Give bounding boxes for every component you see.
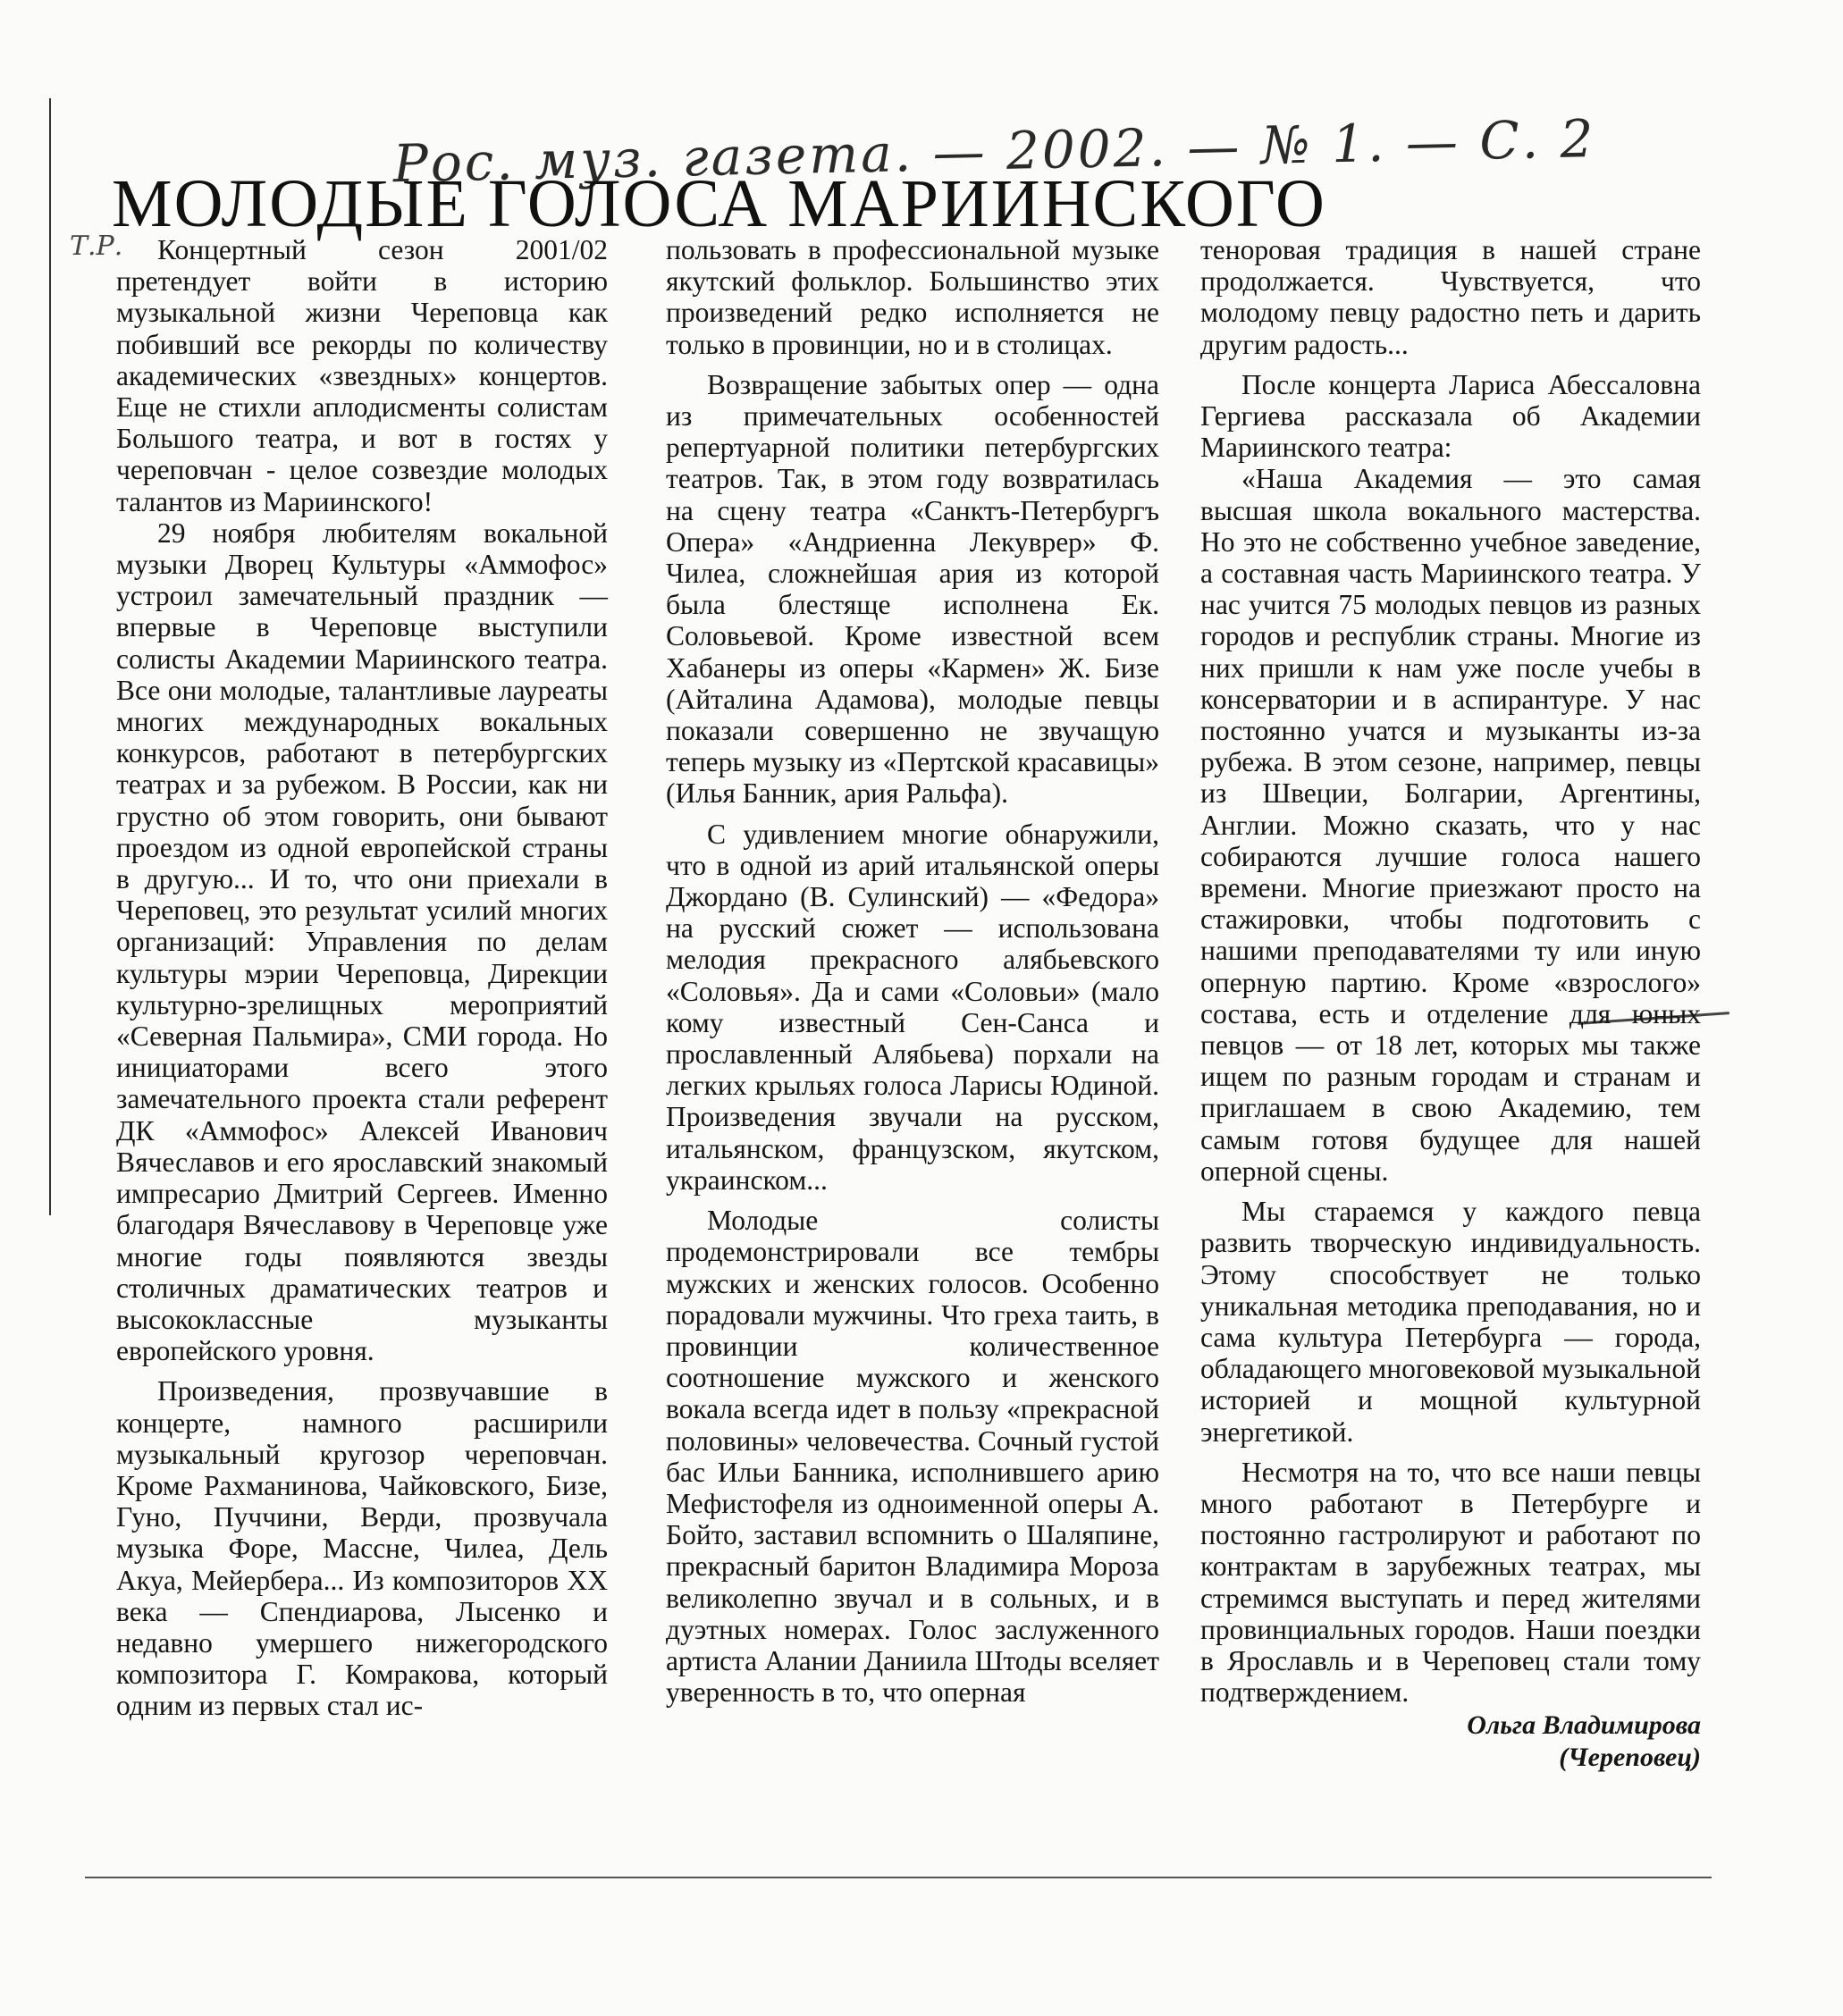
- paragraph: 29 ноября любителям вокальной музыки Дворец Культуры «Аммофос» устроил замечательный праздник — впервые в Череповце выступили солисты Академии Мариинского театра. Все они молодые, талантливые лауреаты многих международных вокальных конкурсов, работают в петербургских театрах и за рубежом. В России, как ни грустно об этом говорить, они бывают проездом из одной европейской страны в другую... И то, что они приехали в Череповец, это результат усилий многих организаций: Управления по делам культуры мэрии Череповца, Дирекции культурно-зрелищных мероприятий «Северная Пальмира», СМИ города. Но инициаторами всего этого замечательного проекта стали референт ДК «Аммофос» Алексей Иванович Вячеславов и его ярославский знакомый импресарио Дмитрий Сергеев. Именно благодаря Вячеславову в Череповце уже многие годы появляются звезды столичных драматических театров и высококлассные музыканты европейского уровня.: [116, 517, 608, 1367]
- handwritten-citation: Рос. муз. газета. — 2002. — № 1. — С. 2: [392, 108, 1597, 195]
- paragraph: «Наша Академия — это самая высшая школа вокального мастерства. Но это не собственно учебное заведение, а составная часть Мариинского театра. У нас учится 75 молодых певцов из разных городов и республик страны. Многие из них пришли к нам уже после учебы в консерватории и в аспирантуре. У нас постоянно учатся и музыканты из-за рубежа. В этом сезоне, например, певцы из Швеции, Болгарии, Аргентины, Англии. Можно сказать, что у нас собираются лучшие голоса нашего времени. Многие приезжают просто на стажировки, чтобы подготовить с нашими преподавателями ту или иную оперную партию. Кроме «взрослого» состава, есть и отделение для юных певцов — от 18 лет, которых мы также ищем по разным городам и странам и приглашаем в свою Академию, тем самым готовя будущее для нашей оперной сцены.: [1200, 463, 1701, 1187]
- paragraph: теноровая традиция в нашей стране продолжается. Чувствуется, что молодому певцу радостно петь и дарить другим радость...: [1200, 234, 1701, 360]
- author-city: (Череповец): [1559, 1743, 1701, 1773]
- article-column-1: [116, 234, 608, 1722]
- paragraph: После концерта Лариса Абессаловна Гергиева рассказала об Академии Мариинского театра:: [1200, 368, 1701, 464]
- paragraph: С удивлением многие обнаружили, что в одной из арий итальянской оперы Джордано (В. Сулинский) — «Федора» на русский сюжет — использована мелодия прекрасного алябьевского «Соловья». Да и сами «Соловьи» (мало кому известный Сен-Санса и прославленный Алябьева) порхали на легких крыльях голоса Ларисы Юдиной. Произведения звучали на русском, итальянском, французском, якутском, украинском...: [666, 818, 1159, 1196]
- paragraph: Несмотря на то, что все наши певцы много работают в Петербурге и постоянно гастролируют и работают по контрактам в зарубежных театрах, мы стремимся выступать и перед жителями провинциальных городов. Наши поездки в Ярославль и в Череповец стали тому подтверждением.: [1200, 1456, 1701, 1709]
- paragraph: Концертный сезон 2001/02 претендует войти в историю музыкальной жизни Череповца как побивший все рекорды по количеству академических «звездных» концертов. Еще не стихли аплодисменты солистам Большого театра, и вот в гостях у череповчан - целое созвездие молодых талантов из Мариинского!: [116, 234, 608, 517]
- handwritten-margin-note: Т.Р.: [70, 231, 123, 262]
- author-name: Ольга Владимирова: [1467, 1710, 1701, 1741]
- bottom-rule: [85, 1877, 1712, 1878]
- article-headline: МОЛОДЫЕ ГОЛОСА МАРИИНСКОГО: [112, 166, 1326, 241]
- paragraph: Мы стараемся у каждого певца развить творческую индивидуальность. Этому способствует не только уникальная методика преподавания, но и сама культура Петербурга — города, обладающего многовековой музыкальной историей и мощной культурной энергетикой.: [1200, 1196, 1701, 1448]
- author-signature: [1200, 1709, 1701, 1774]
- article-column-2: [666, 234, 1159, 1708]
- scan-margin-line: [49, 98, 51, 1215]
- paragraph: Возвращение забытых опер — одна из примечательных особенностей репертуарной политики петербургских театров. Так, в этом году возвратилась на сцену театра «Санктъ-Петербургъ Опера» «Андриенна Лекуврер» Ф. Чилеа, сложнейшая ария из которой была блестяще исполнена Ек. Соловьевой. Кроме известной всем Хабанеры из оперы «Кармен» Ж. Бизе (Айталина Адамова), молодые певцы показали совершенно не звучащую теперь музыку из «Пертской красавицы» (Илья Банник, ария Ральфа).: [666, 368, 1159, 810]
- article-column-3: [1200, 234, 1701, 1774]
- paragraph: пользовать в профессиональной музыке якутский фольклор. Большинство этих произведений редко исполняется не только в провинции, но и в столицах.: [666, 234, 1159, 360]
- paragraph: Произведения, прозвучавшие в концерте, намного расширили музыкальный кругозор череповчан. Кроме Рахманинова, Чайковского, Бизе, Гуно, Пуччини, Верди, прозвучала музыка Форе, Массне, Чилеа, Дель Акуа, Мейербера... Из композиторов XX века — Спендиарова, Лысенко и недавно умершего нижегородского композитора Г. Комракова, который одним из первых стал ис-: [116, 1375, 608, 1722]
- paragraph: Молодые солисты продемонстрировали все тембры мужских и женских голосов. Особенно порадовали мужчины. Что греха таить, в провинции количественное соотношение мужского и женского вокала всегда идет в пользу «прекрасной половины» человечества. Сочный густой бас Ильи Банника, исполнившего арию Мефистофеля из одноименной оперы А. Бойто, заставил вспомнить о Шаляпине, прекрасный баритон Владимира Мороза великолепно звучал и в сольных, и в дуэтных номерах. Голос заслуженного артиста Алании Даниила Штоды вселяет уверенность в то, что оперная: [666, 1205, 1159, 1709]
